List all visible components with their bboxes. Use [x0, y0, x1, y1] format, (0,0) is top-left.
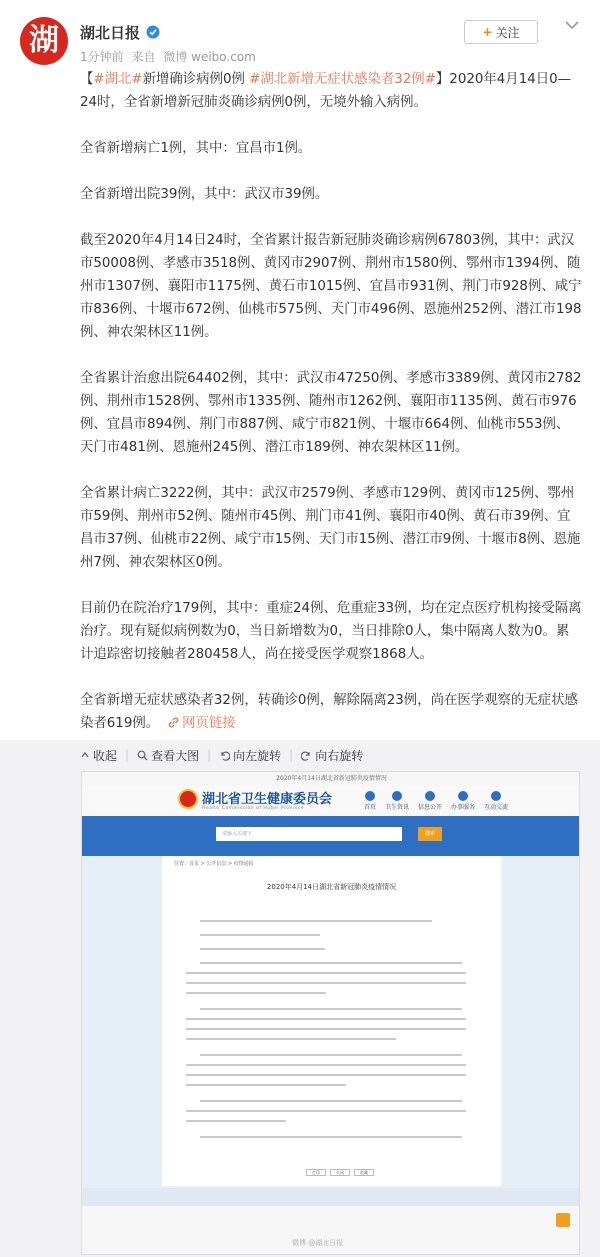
rotate-left-label: 向左旋转 [233, 748, 282, 763]
avatar[interactable]: 湖 [20, 17, 68, 65]
view-large-button[interactable] [137, 747, 199, 764]
view-large-label: 查看大图 [151, 748, 200, 763]
hashtag-hubei[interactable]: #湖北# [93, 72, 143, 87]
collapse-label: 收起 [93, 748, 118, 763]
post-meta [80, 48, 260, 65]
source-prefix: 来自 [131, 50, 156, 64]
screenshot-fav-button: 收藏 [354, 1169, 374, 1176]
paragraph-4: 截至2020年4月14日24时，全省累计报告新冠肺炎确诊病例67803例，其中：武汉市50008例、孝感市3518例、黄冈市2907例、荆州市1580例、鄂州市1394例、随州市1307例、襄阳市1175例、黄石市1015例、宜昌市931例、荆门市928例、咸宁市836例、十堰市672例、仙桃市575例、天门市496例、恩施州252例、潜江市198例、神农架林区11例。 [80, 233, 582, 340]
paragraph-8 [80, 689, 582, 735]
headline-text: 新增确诊病例0例 [142, 72, 250, 87]
screenshot-nav [364, 791, 508, 811]
paragraph-6: 全省累计病亡3222例，其中：武汉市2579例、孝感市129例、黄冈市125例、鄂州市59例、荆州市52例、随州市45例、荆门市41例、襄阳市40例、黄石市39例、宜昌市37例、仙桃市22例、咸宁市15例、天门市15例、潜江市9例、十堰市8例、恩施州7例、神农架林区0例。 [80, 486, 581, 570]
post-time[interactable]: 1分钟前 [80, 50, 124, 64]
text-line [186, 992, 326, 994]
text-line [186, 1074, 466, 1076]
rotate-right-icon [301, 750, 312, 761]
rotate-right-button[interactable] [301, 747, 363, 764]
text-line [200, 1136, 462, 1138]
text-line [200, 948, 325, 950]
paragraph-2: 全省新增病亡1例，其中：宜昌市1例。 [80, 141, 312, 156]
text-line [186, 982, 466, 984]
paragraph-1 [80, 68, 582, 114]
hashtag-asymptomatic[interactable]: #湖北新增无症状感染者32例# [249, 72, 436, 87]
rotate-left-icon [219, 750, 230, 761]
attached-screenshot[interactable] [81, 771, 580, 1255]
screenshot-nav-item: 互动交流 [484, 791, 508, 811]
screenshot-close-button: 关闭 [330, 1169, 350, 1176]
link-icon [167, 716, 180, 729]
verified-icon [146, 25, 160, 39]
screenshot-footer-links [82, 1188, 580, 1206]
rotate-left-button[interactable] [219, 747, 281, 764]
emblem-icon [178, 789, 198, 809]
back-to-top-icon [556, 1213, 570, 1227]
screenshot-breadcrumb: 位置：首页 > 公开信息 > 疫情通报 [174, 861, 254, 867]
paragraph-8-text: 全省新增无症状感染者32例，转确诊0例，解除隔离23例，尚在医学观察的无症状感染者619例。 [80, 693, 578, 731]
rotate-right-label: 向右旋转 [315, 748, 364, 763]
screenshot-buttons [306, 1169, 374, 1176]
plus-icon: + [482, 25, 493, 39]
collapse-button[interactable] [80, 747, 117, 764]
paragraph-5: 全省累计治愈出院64402例，其中：武汉市47250例、孝感市3389例、黄冈市2782例、荆州市1528例、鄂州市1335例、随州市1262例、襄阳市1135例、黄石市976例、宜昌市894例、荆门市887例、咸宁市821例、十堰市664例、仙桃市553例、天门市481例、恩施州245例、潜江市189例、神农架林区11例。 [80, 371, 582, 455]
screenshot-search-button: 搜索 [418, 827, 442, 841]
text-line [186, 1028, 466, 1030]
text-line [186, 1018, 466, 1020]
image-toolbar [80, 746, 363, 764]
author-line [80, 22, 160, 42]
text-line [186, 1120, 286, 1122]
text-line [186, 1084, 346, 1086]
divider: | [289, 748, 294, 762]
paragraph-3: 全省新增出院39例，其中：武汉市39例。 [80, 187, 329, 202]
follow-label: 关注 [495, 25, 520, 40]
follow-button[interactable] [464, 20, 538, 44]
screenshot-nav-item: 首页 [364, 791, 376, 811]
post-source[interactable]: 微博 weibo.com [163, 50, 256, 64]
text-line [200, 962, 462, 964]
collapse-icon [80, 750, 90, 760]
text-line [200, 1054, 462, 1056]
paragraph-7: 目前仍在院治疗179例，其中：重症24例、危重症33例，均在定点医疗机构接受隔离治疗。现有疑似病例数为0，当日新增数为0，当日排除0人，集中隔离人数为0。累计追踪密切接触者280458人，尚在接受医学观察1868人。 [80, 601, 582, 662]
screenshot-site-subtitle: Health Commission of Hubei Province [202, 806, 305, 811]
text-line [186, 1064, 466, 1066]
web-link[interactable]: 网页链接 [182, 716, 236, 731]
divider: | [125, 748, 130, 762]
text-line [186, 972, 466, 974]
text-line [200, 934, 320, 936]
zoom-icon [137, 750, 148, 761]
post-content [80, 68, 582, 758]
text-line [186, 1038, 396, 1040]
text-line [186, 1110, 466, 1112]
text-line [200, 920, 432, 922]
screenshot-nav-item: 卫生资讯 [385, 791, 409, 811]
screenshot-topbar: 2020年4月14日湖北省新冠肺炎疫情情况 [82, 772, 580, 786]
screenshot-print-button: 打印 [306, 1169, 326, 1176]
media-area [0, 740, 600, 1257]
text-line [200, 1008, 462, 1010]
screenshot-search-input: 请输入关键字 [216, 827, 402, 841]
screenshot-doc-title: 2020年4月14日湖北省新冠肺炎疫情情况 [266, 883, 397, 891]
screenshot-site-title: 湖北省卫生健康委员会 [202, 792, 333, 807]
author-name[interactable]: 湖北日报 [80, 23, 141, 42]
screenshot-nav-item: 办事服务 [451, 791, 475, 811]
headline-rest: 】2020年4月14日0—24时，全省新增新冠肺炎确诊病例0例，无境外输入病例。 [80, 72, 572, 110]
chevron-down-icon[interactable] [563, 18, 581, 32]
open-bracket: 【 [80, 72, 94, 87]
post-header [0, 0, 600, 70]
text-line [200, 1100, 462, 1102]
divider: | [207, 748, 212, 762]
watermark: 微博 @湖北日报 [292, 1239, 344, 1247]
screenshot-nav-item: 信息公开 [418, 791, 442, 811]
